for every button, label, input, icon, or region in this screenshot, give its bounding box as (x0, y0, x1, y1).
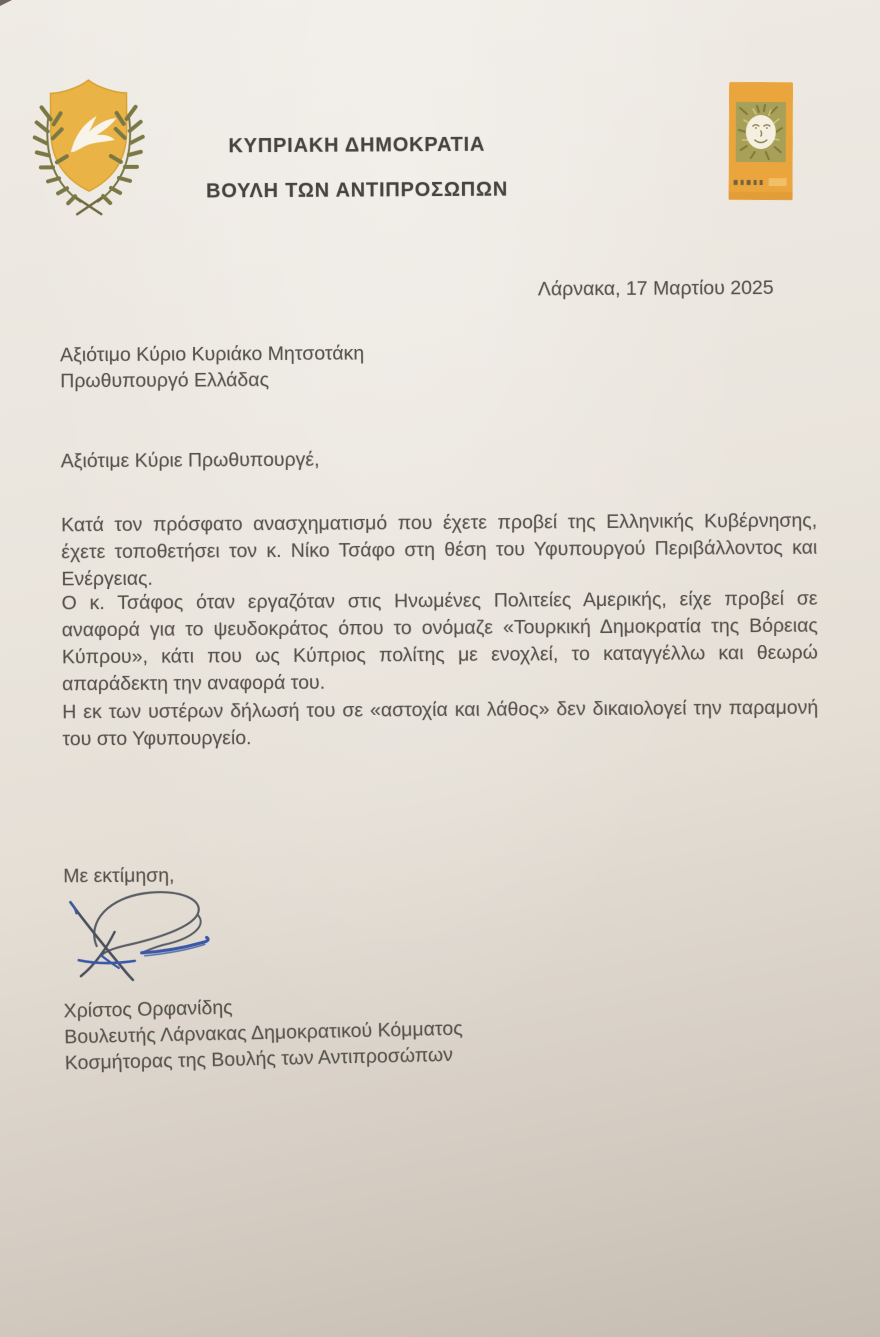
paragraph-1: Κατά τον πρόσφατο ανασχηματισμό που έχετε προβεί της Ελληνικής Κυβέρνησης, έχετε τοποθετήσει τον κ. Νίκο Τσάφο στη θέση του Υφυπουργού Περιβάλλοντος και Ενέργειας. (61, 509, 818, 591)
cyprus-coat-of-arms-icon (26, 72, 151, 219)
signer-block (63, 990, 463, 1077)
dateline: Λάρνακα, 17 Μαρτίου 2025 (537, 276, 774, 301)
signer-title-1: Βουλευτής Λάρνακας Δημοκρατικού Κόμματος (64, 1017, 463, 1049)
paragraph-2: Ο κ. Τσάφος όταν εργαζόταν στις Ηνωμένες Πολιτείες Αμερικής, είχε προβεί σε αναφορά για το ψευδοκράτος όπου το ονόμαζε «Τουρκική Δημοκρατία της Βόρειας Κύπρου», κάτι που ως Κύπριος πολίτης με ενοχλεί, το καταγγέλλω και θεωρώ απαράδεκτη την αναφορά του. (61, 587, 818, 696)
stamp-sun-face-icon (729, 82, 794, 200)
letterhead-title-house: ΒΟΥΛΗ ΤΩΝ ΑΝΤΙΠΡΟΣΩΠΩΝ (205, 178, 509, 203)
paragraph-3: Η εκ των υστέρων δήλωσή του σε «αστοχία και λάθος» δεν δικαιολογεί την παραμονή του στο Υφυπουργείο. (62, 696, 819, 751)
salutation: Αξιότιμε Κύριε Πρωθυπουργέ, (60, 448, 320, 473)
signer-name: Χρίστος Ορφανίδης (63, 996, 233, 1023)
recipient-name: Αξιότιμο Κύριο Κυριάκο Μητσοτάκη (60, 342, 365, 367)
closing: Με εκτίμηση, (63, 864, 175, 888)
letterhead-title-republic: ΚΥΠΡΙΑΚΗ ΔΗΜΟΚΡΑΤΙΑ (228, 133, 486, 158)
postage-stamp (729, 82, 794, 205)
handwritten-signature (56, 881, 257, 992)
recipient-title: Πρωθυπουργό Ελλάδας (60, 369, 270, 393)
signer-title-2: Κοσμήτορας της Βουλής των Αντιπροσώπων (64, 1043, 454, 1075)
